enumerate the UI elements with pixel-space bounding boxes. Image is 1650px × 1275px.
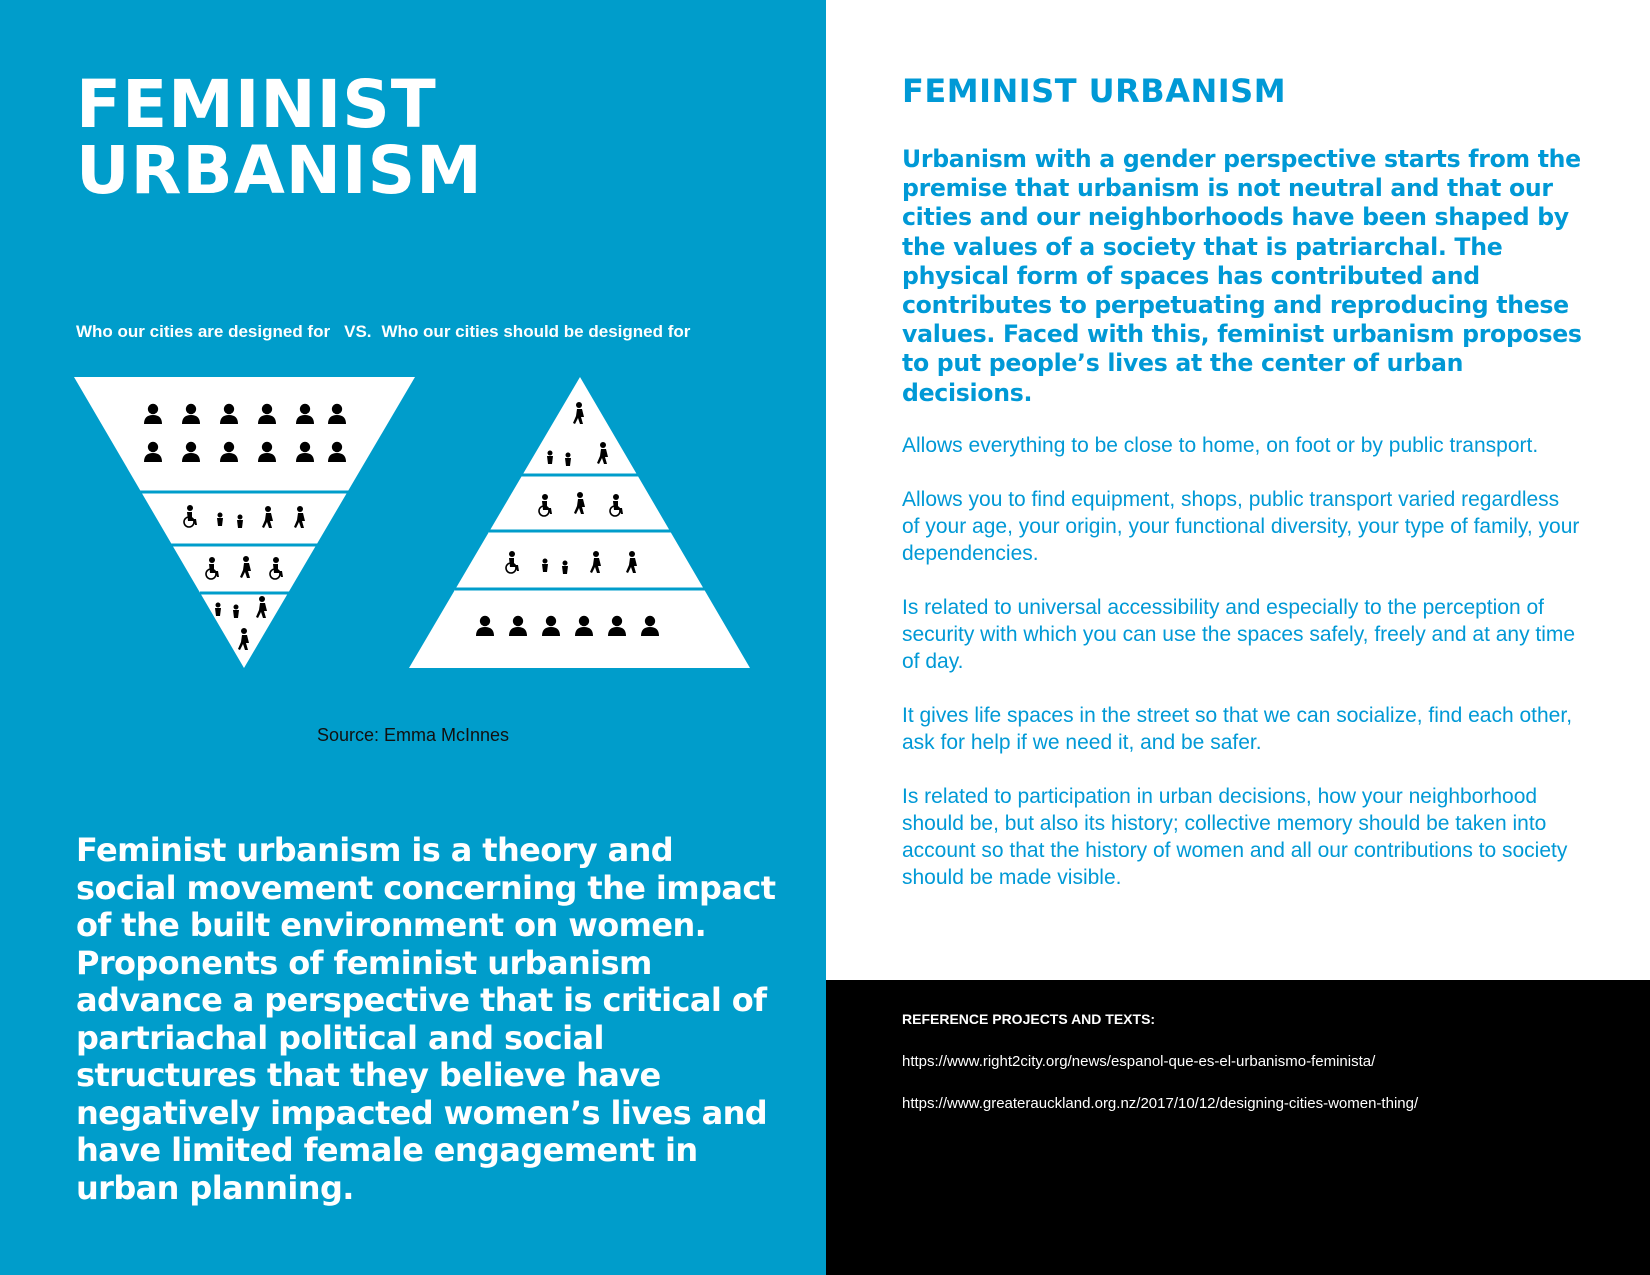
reference-link-right2city[interactable]: https://www.right2city.org/news/espanol-que-es-el-urbanismo-feminista/ — [902, 1053, 1376, 1070]
main-title-line-2: URBANISM — [76, 132, 483, 209]
principle-item: It gives life spaces in the street so that we can socialize, find each other, ask for help if we need it, and be safer. — [902, 704, 1573, 754]
main-title-line-1: FEMINIST — [76, 66, 437, 143]
principle-item: Allows everything to be close to home, on foot or by public transport. — [902, 434, 1539, 457]
principle-item: Allows you to find equipment, shops, public transport varied regardless of your age, your origin, your functional diversity, your type of family, your dependencies. — [902, 488, 1580, 565]
upright-pyramid — [409, 377, 750, 668]
comparison-caption — [76, 322, 690, 342]
definition-paragraph: Feminist urbanism is a theory and social movement concerning the impact of the built environment on women. Proponents of feminist urbanism advance a perspective that is critical of partriachal political and social structures that they believe have negatively impacted women’s lives and have limited female engagement in urban planning. — [76, 831, 776, 1207]
section-heading: FEMINIST URBANISM — [902, 72, 1287, 110]
should-be-designed-for-label: Who our cities should be designed for — [381, 322, 691, 341]
inverted-pyramid-shape — [74, 377, 415, 668]
principles-list — [902, 432, 1582, 918]
designed-for-label: Who our cities are designed for — [76, 322, 331, 341]
versus-label: VS. — [344, 322, 372, 341]
illustration-source: Source: Emma McInnes — [316, 725, 510, 745]
references-title: REFERENCE PROJECTS AND TEXTS: — [902, 1011, 1156, 1027]
main-title — [76, 66, 483, 209]
pyramid-comparison-illustration — [0, 370, 826, 680]
lead-paragraph: Urbanism with a gender perspective starts from the premise that urbanism is not neutral and that our cities and our neighborhoods have been shaped by the values of a society that is patriarchal. The physical form of spaces has contributed and contributes to perpetuating and reproducing these values. Faced with this, feminist urbanism proposes to put people’s lives at the center of urban decisions. — [902, 145, 1582, 407]
inverted-pyramid — [74, 377, 415, 668]
reference-link-greaterauckland[interactable]: https://www.greaterauckland.org.nz/2017/10/12/designing-cities-women-thing/ — [902, 1095, 1419, 1112]
principle-item: Is related to universal accessibility and especially to the perception of security with which you can use the spaces safely, freely and at any time of day. — [902, 596, 1576, 673]
principle-item: Is related to participation in urban decisions, how your neighborhood should be, but also its history; collective memory should be taken into account so that the history of women and all our contributions to society should be made visible. — [902, 785, 1568, 889]
